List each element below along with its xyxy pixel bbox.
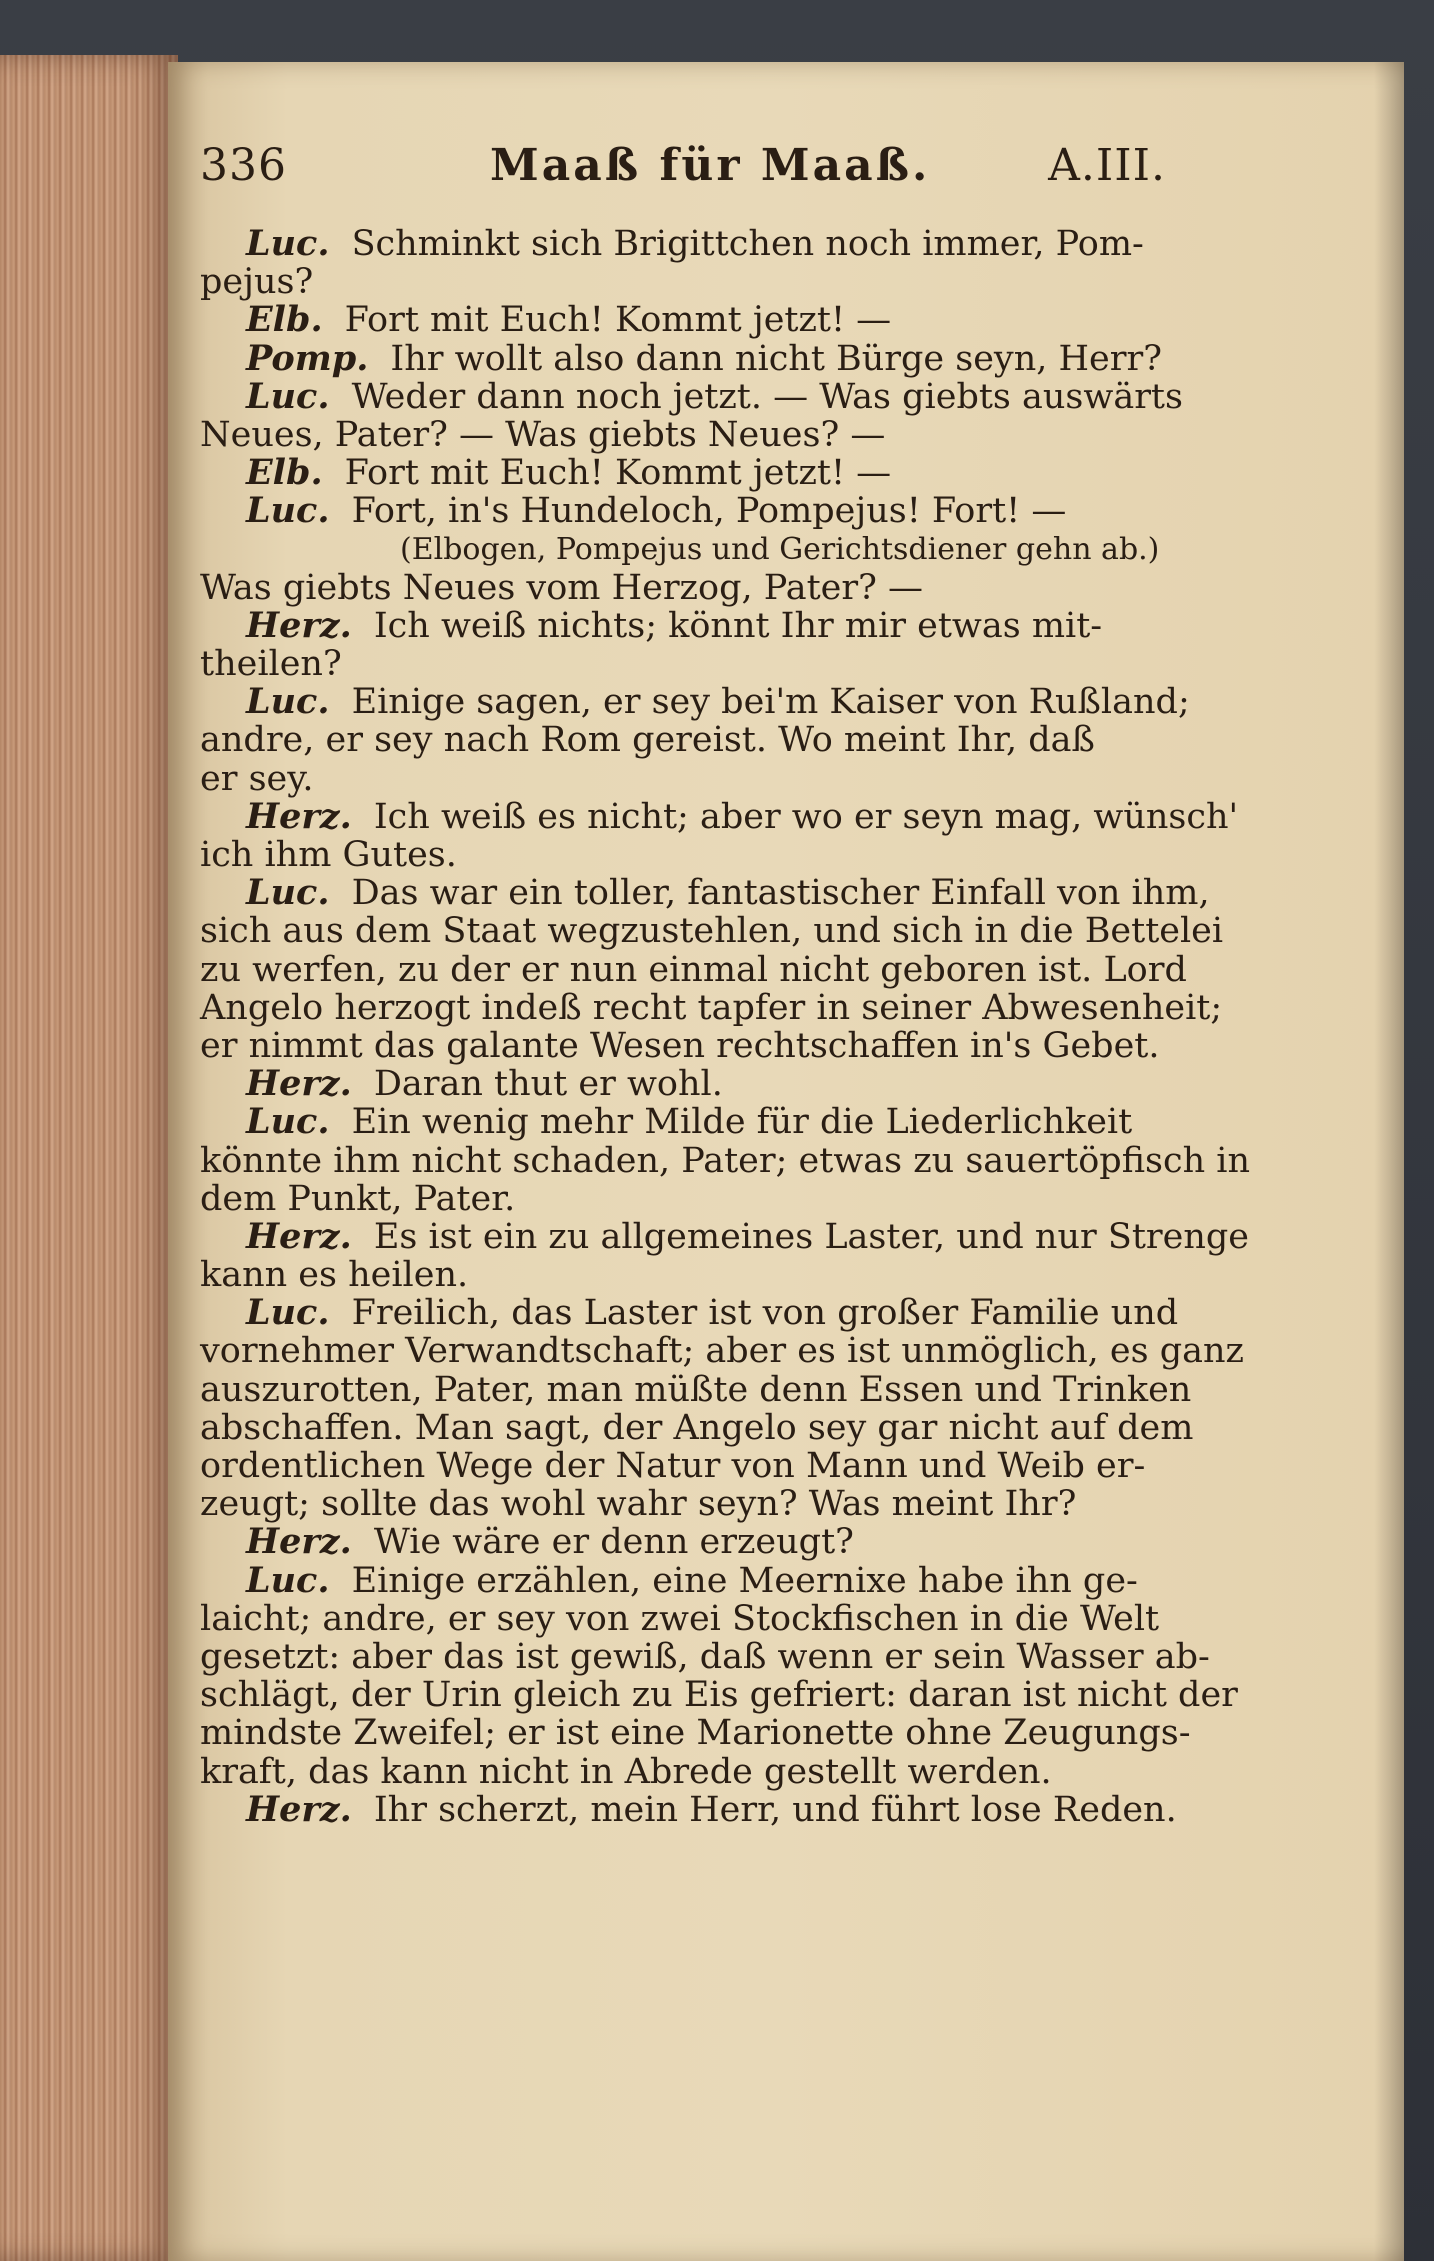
- speaker-name: Elb.: [246, 299, 323, 341]
- line-text: Schminkt sich Brigittchen noch immer, Pom-: [351, 224, 1144, 264]
- speaker-name: Herz.: [246, 1521, 352, 1563]
- speech-line: [200, 337, 1166, 379]
- speech-line: [200, 1103, 1166, 1141]
- section-mark: A.III.: [1048, 140, 1166, 191]
- text-line: [200, 911, 1224, 952]
- text-line: [200, 1753, 1166, 1791]
- speech-line: [200, 492, 1166, 530]
- text-line: [200, 1675, 1238, 1716]
- line-text: könnte ihm nicht schaden, Pater; etwas zu sauertöpfisch in: [200, 1140, 1250, 1181]
- text-line: [200, 987, 1223, 1028]
- text-line: [200, 1027, 1166, 1065]
- speech-line: [200, 681, 1190, 723]
- page-shadow: [1374, 62, 1404, 2261]
- text-line: [200, 1331, 1244, 1372]
- speech-line: [200, 872, 1210, 914]
- stage-direction: [200, 531, 1166, 569]
- line-text: ich ihm Gutes.: [200, 835, 457, 875]
- speech-line: [200, 1292, 1179, 1334]
- line-text: Ein wenig mehr Milde für die Liederlichkeit: [351, 1102, 1133, 1143]
- line-text: er nimmt das galante Wesen rechtschaffen in's Gebet.: [200, 1025, 1160, 1066]
- speech-line: [200, 1559, 1166, 1601]
- line-text: Ihr scherzt, mein Herr, und führt lose Reden.: [373, 1789, 1177, 1830]
- line-text: ordentlichen Wege der Natur von Mann und Weib er-: [200, 1446, 1146, 1486]
- line-text: dem Punkt, Pater.: [200, 1178, 516, 1219]
- speech-line: [200, 795, 1239, 837]
- line-text: kann es heilen.: [200, 1255, 469, 1296]
- speaker-name: Luc.: [246, 681, 330, 723]
- speech-line: [200, 301, 1166, 339]
- line-text: Angelo herzogt indeß recht tapfer in seiner Abwesenheit;: [200, 987, 1223, 1028]
- text-line: [200, 263, 1166, 301]
- line-text: Fort mit Euch! Kommt jetzt! —: [344, 300, 892, 341]
- text-line: [200, 1407, 1194, 1448]
- line-text: mindste Zweifel; er ist eine Marionette ohne Zeugungs-: [200, 1713, 1191, 1754]
- line-text: pejus?: [200, 262, 314, 303]
- speaker-name: Elb.: [246, 452, 323, 494]
- speaker-name: Herz.: [246, 1788, 352, 1830]
- speaker-name: Luc.: [246, 1559, 330, 1601]
- speaker-name: Herz.: [246, 604, 352, 646]
- line-text: andre, er sey nach Rom gereist. Wo meint Ihr, daß: [200, 720, 1095, 761]
- line-text: zu werfen, zu der er nun einmal nicht geboren ist. Lord: [200, 949, 1187, 990]
- page-edges: [0, 55, 178, 2261]
- speech-line: [200, 375, 1183, 417]
- line-text: Weder dann noch jetzt. — Was giebts auswärts: [351, 376, 1183, 417]
- line-text: gesetzt: aber das ist gewiß, daß wenn er sein Wasser ab-: [200, 1636, 1210, 1677]
- text-line: [200, 760, 1166, 798]
- speech-line: [200, 1523, 1166, 1561]
- line-text: (Elbogen, Pompejus und Gerichtsdiener gehn ab.): [400, 531, 1160, 567]
- speech-line: [200, 225, 1166, 263]
- page-header: [200, 140, 1166, 210]
- text-line: [200, 569, 1166, 607]
- line-text: Ich weiß nichts; könnt Ihr mir etwas mit-: [373, 605, 1103, 646]
- line-text: Das war ein toller, fantastischer Einfall von ihm,: [351, 873, 1210, 914]
- text-line: [200, 1180, 1166, 1218]
- speaker-name: Luc.: [246, 490, 330, 532]
- line-text: Fort mit Euch! Kommt jetzt! —: [344, 453, 892, 494]
- line-text: Wie wäre er denn erzeugt?: [373, 1522, 854, 1563]
- text-line: [200, 721, 1166, 759]
- text-line: [200, 1256, 1166, 1294]
- text-line: [200, 416, 1166, 454]
- speaker-name: Luc.: [246, 1292, 330, 1334]
- speaker-name: Luc.: [246, 872, 330, 914]
- line-text: Fort, in's Hundeloch, Pompejus! Fort! —: [351, 491, 1067, 532]
- speech-line: [200, 604, 1166, 646]
- speech-line: [200, 1065, 1166, 1103]
- text-line: [200, 1369, 1192, 1410]
- speaker-name: Luc.: [246, 1101, 330, 1143]
- speaker-name: Luc.: [246, 223, 330, 264]
- text-line: [200, 1140, 1250, 1181]
- line-text: theilen?: [200, 644, 342, 685]
- line-text: laicht; andre, er sey von zwei Stockfischen in die Welt: [200, 1598, 1160, 1639]
- text-line: [200, 1636, 1210, 1677]
- page-number: 336: [200, 140, 287, 191]
- speech-line: [200, 1215, 1249, 1257]
- text-line: [200, 1713, 1191, 1754]
- speech-line: [200, 1788, 1177, 1830]
- line-text: sich aus dem Staat wegzustehlen, und sich in die Bettelei: [200, 911, 1224, 952]
- line-text: er sey.: [200, 758, 314, 799]
- line-text: Einige sagen, er sey bei'm Kaiser von Rußland;: [351, 682, 1190, 723]
- speech-line: [200, 454, 1166, 492]
- line-text: auszurotten, Pater, man müßte denn Essen und Trinken: [200, 1369, 1192, 1410]
- line-text: schlägt, der Urin gleich zu Eis gefriert: daran ist nicht der: [200, 1675, 1238, 1716]
- speaker-name: Herz.: [246, 795, 352, 837]
- text-line: [200, 1485, 1166, 1523]
- speaker-name: Herz.: [246, 1215, 352, 1257]
- text-line: [200, 836, 1166, 874]
- speaker-name: Pomp.: [246, 337, 369, 379]
- line-text: Freilich, das Laster ist von großer Familie und: [351, 1293, 1179, 1334]
- running-title: Maaß für Maaß.: [490, 140, 931, 191]
- text-line: [200, 645, 1166, 683]
- text-line: [200, 1600, 1166, 1638]
- line-text: Ich weiß es nicht; aber wo er seyn mag, wünsch': [373, 796, 1239, 837]
- line-text: Ihr wollt also dann nicht Bürge seyn, Herr?: [390, 338, 1162, 379]
- speaker-name: Luc.: [246, 375, 330, 417]
- text-line: [200, 1447, 1166, 1485]
- line-text: kraft, das kann nicht in Abrede gestellt werden.: [200, 1751, 1052, 1792]
- line-text: abschaffen. Man sagt, der Angelo sey gar nicht auf dem: [200, 1407, 1194, 1448]
- speaker-name: Herz.: [246, 1063, 352, 1105]
- dialogue-text: [200, 223, 1250, 1975]
- line-text: Was giebts Neues vom Herzog, Pater? —: [200, 567, 923, 608]
- line-text: Einige erzählen, eine Meernixe habe ihn ge-: [351, 1560, 1138, 1601]
- line-text: zeugt; sollte das wohl wahr seyn? Was meint Ihr?: [200, 1484, 1077, 1525]
- line-text: vornehmer Verwandtschaft; aber es ist unmöglich, es ganz: [200, 1331, 1244, 1372]
- line-text: Es ist ein zu allgemeines Laster, und nur Strenge: [373, 1216, 1249, 1257]
- text-line: [200, 949, 1187, 990]
- line-text: Neues, Pater? — Was giebts Neues? —: [200, 414, 886, 455]
- line-text: Daran thut er wohl.: [373, 1064, 723, 1105]
